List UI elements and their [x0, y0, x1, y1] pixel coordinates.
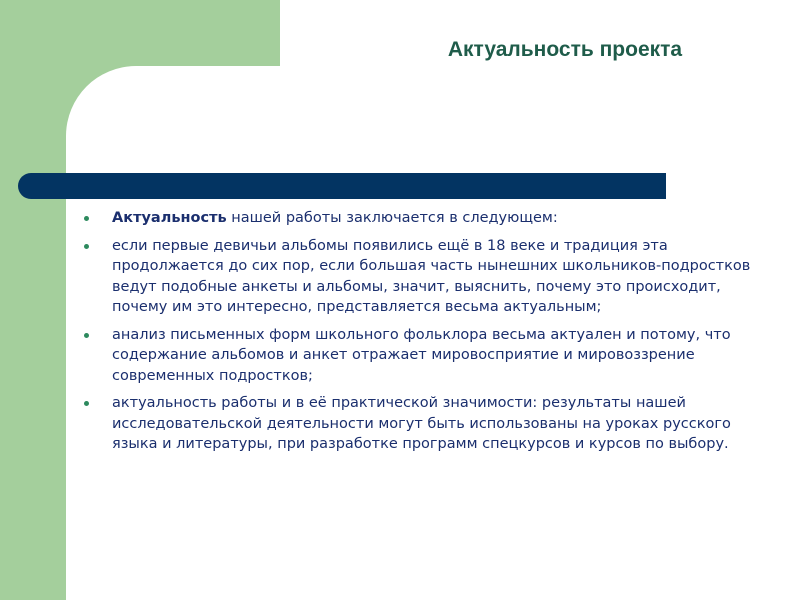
- bullet-dot-icon: [84, 244, 89, 249]
- bullet-text: анализ письменных форм школьного фольклора весьма актуален и потому, что содержание альбомов и анкет отражает мировосприятие и мировоззрение современных подростков;: [112, 326, 731, 384]
- bullet-text: если первые девичьи альбомы появились ещё в 18 веке и традиция эта продолжается до сих пор, если большая часть нынешних школьников-подростков ведут подобные анкеты и альбомы, значит, выяснить, почему это происходит, почему им это интересно, представляется весьма актуальным;: [112, 237, 751, 315]
- slide-title: Актуальность проекта: [447, 38, 683, 61]
- bullet-text: актуальность работы и в её практической значимости: результаты нашей исследовательской деятельности могут быть использованы на уроках русского языка и литературы, при разработке программ спецкурсов и курсов по выбору.: [112, 395, 731, 452]
- bullet-text: нашей работы заключается в следующем:: [226, 210, 558, 226]
- bullet-item: [82, 236, 757, 318]
- bullet-item: [82, 325, 757, 387]
- title-divider-bar: [18, 173, 666, 199]
- bullet-list: [82, 208, 757, 455]
- bullet-dot-icon: [84, 401, 89, 406]
- slide-content: [82, 208, 757, 462]
- bullet-item: [82, 208, 757, 229]
- bullet-strong-text: Актуальность: [112, 210, 227, 226]
- bullet-dot-icon: [84, 216, 89, 221]
- bullet-item: [82, 393, 757, 455]
- bullet-dot-icon: [84, 333, 89, 338]
